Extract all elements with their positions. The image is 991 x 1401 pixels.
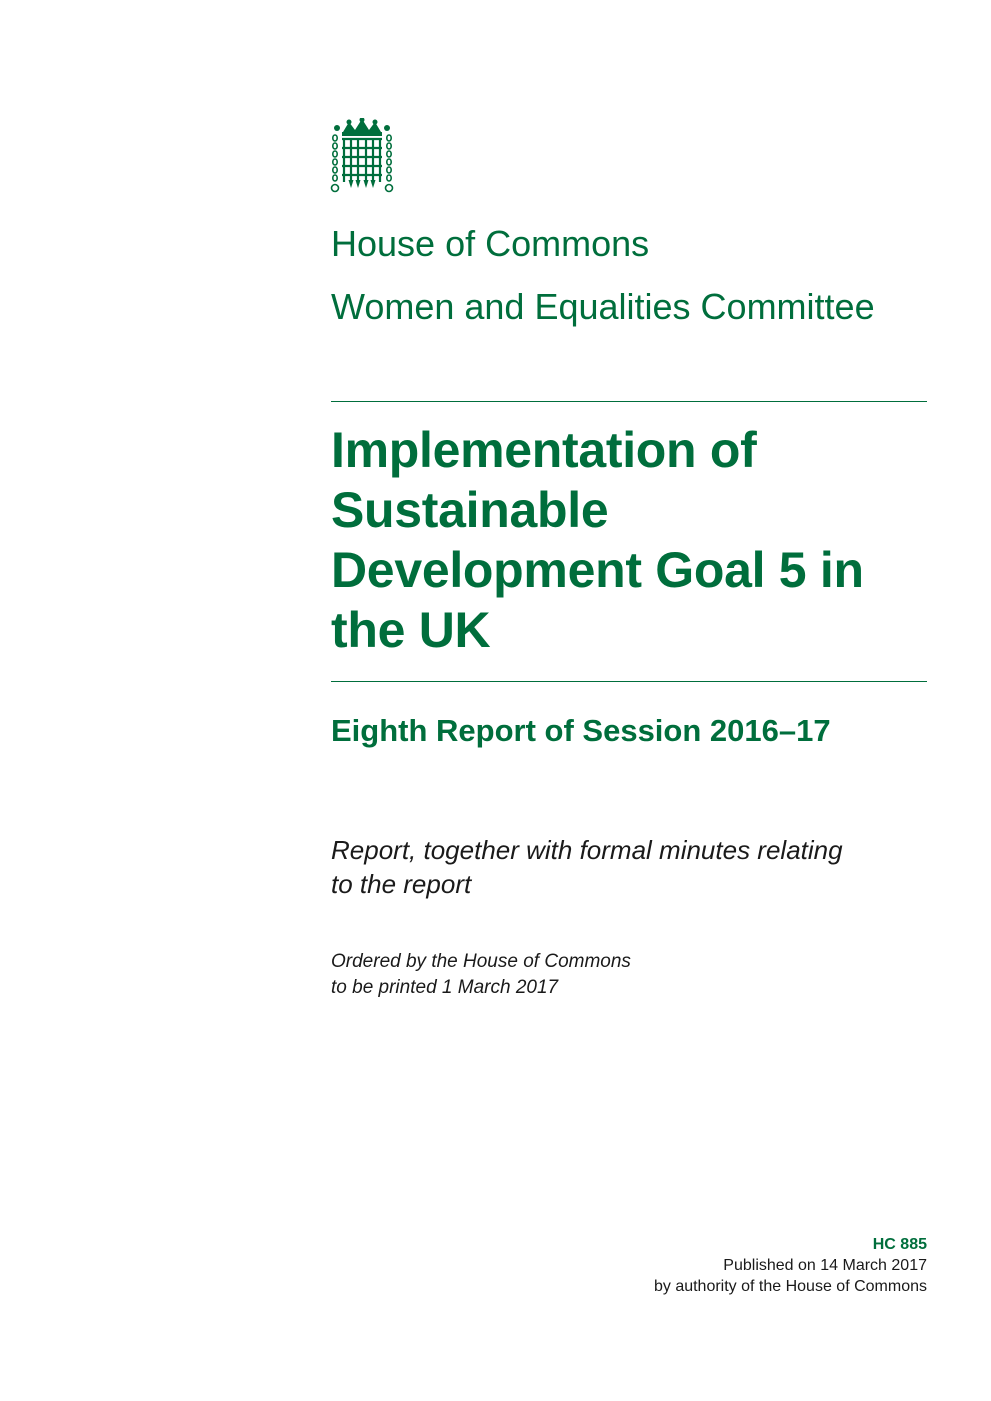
report-description: Report, together with formal minutes relating to the report xyxy=(331,835,843,899)
parliament-portcullis-logo xyxy=(329,118,395,196)
print-order-line-1: Ordered by the House of Commons xyxy=(331,951,631,972)
hc-number: HC 885 xyxy=(872,1236,927,1253)
session-label: Eighth Report of Session 2016–17 xyxy=(331,713,831,748)
report-title: Implementation of Sustainable Development Goal 5 in the UK xyxy=(331,422,864,658)
committee-name: Women and Equalities Committee xyxy=(331,286,875,327)
print-order xyxy=(331,949,751,1001)
published-date: Published on 14 March 2017 xyxy=(723,1257,927,1274)
publication-info xyxy=(654,1234,927,1297)
portcullis-icon xyxy=(329,118,395,196)
top-divider xyxy=(331,401,927,402)
print-order-line-2: to be printed 1 March 2017 xyxy=(331,977,559,998)
publication-authority: by authority of the House of Commons xyxy=(653,1278,927,1295)
house-name: House of Commons xyxy=(331,223,650,264)
bottom-divider xyxy=(331,681,927,682)
